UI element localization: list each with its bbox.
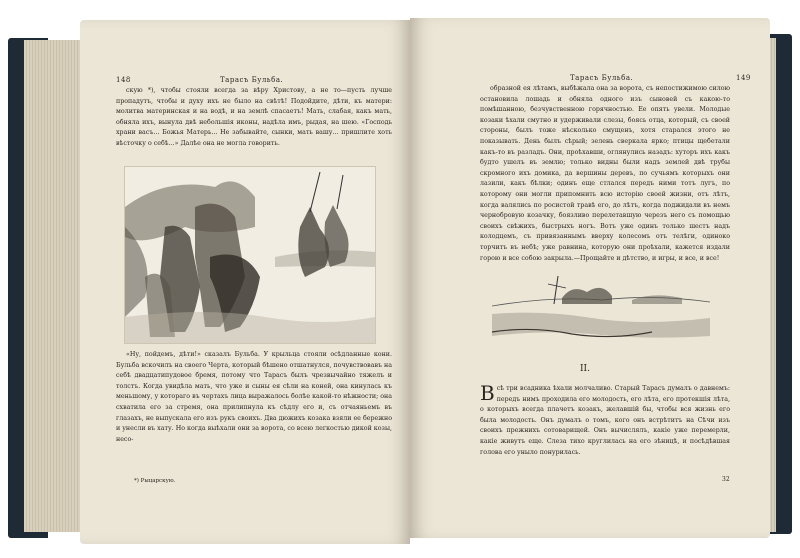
left-running-head: Тарасъ Бульба. xyxy=(220,76,284,84)
signature-mark: 32 xyxy=(722,476,730,483)
right-bottom-text: сѣ три всадника ѣхали молчаливо. Старый Тарасъ думалъ о давнемъ: передъ нимъ проходила его молодость, его лѣта, его протекшія лѣта, о которыхъ всегда плачетъ козакъ, желавшій бы, чтобы вся жизнь его была молодость. Онъ думалъ о томъ, кого онъ встрѣтитъ на Сѣчи изъ своихъ прежнихъ сотоварищей. Онъ вычислялъ, какіе уже перемерли, какіе живутъ еще. Слеза тихо круглилась на его зѣницѣ, и посѣдѣвшая голова его уныло понурилась. xyxy=(480,385,730,456)
farewell-engraving xyxy=(125,167,375,343)
left-top-text: скую *), чтобы стояли всегда за вѣру Христову, а не то—пусть лучше пропадутъ, чтобы и духу ихъ не было на свѣтѣ! Подойдите, дѣти, къ матери: молитва материнская и на водѣ, и на землѣ спасаетъ! Мать, слабая, какъ мать, обняла ихъ, вынула двѣ небольшія иконы, надѣла имъ, рыдая, на шею. «Господь храни васъ... Божья Матерь... Не забывайте, сынки, мать вашу... пришлите хоть вѣсточку о себѣ...» Далѣе она не могла говорить. xyxy=(116,87,392,147)
right-page xyxy=(410,18,770,538)
right-running-head: Тарасъ Бульба. xyxy=(570,74,634,82)
left-page-number: 148 xyxy=(116,76,131,84)
right-bottom-paragraph xyxy=(480,384,730,480)
chapter-number: II. xyxy=(580,364,590,374)
landscape-vignette xyxy=(492,274,710,342)
drop-cap: В xyxy=(480,384,495,405)
left-bottom-text: «Ну, пойдемъ, дѣти!» сказалъ Бульба. У крыльца стояли осѣдланные кони. Бульба вскочилъ на своего Черта, который бѣшено отшатнулся, почувствовавъ на себѣ двадцатипудовое бремя, потому что Тарасъ былъ чрезвычайно тяжелъ и толстъ. Когда увидѣла мать, что уже и сыны ея сѣли на коней, она кинулась къ меньшому, у котораго въ чертахъ лица выражалось болѣе какой-то нѣжности; она схватила его за стремя, она прилипнула къ сѣдлу его и, съ отчаяньемъ въ глазахъ, не выпускала его изъ рукъ своихъ. Два дюжихъ козака взяли ее бережно и унесли въ хату. Но когда выѣхали они за ворота, со всею легкостью дикой козы, несо- xyxy=(116,351,392,443)
right-top-text: образной ея лѣтамъ, выбѣжала она за ворота, съ непостижимою силою остановила лошадь и обняла одного изъ сыновей съ какою-то помѣшанною, безчувственною горячностью. Ее опять увели. Молодые козаки ѣхали смутно и удерживали слезы, боясь отца, который, съ своей стороны, былъ тоже нѣсколько смущенъ, хотя старался этого не показывать. День былъ сѣрый; зелень сверкала ярко; птицы щебетали какъ-то въ разладъ. Они, проѣхавши, оглянулись назадъ: хуторъ ихъ какъ будто ушелъ въ землю; только видны были надъ землей двѣ трубы скромного ихъ домика, да вершины деревъ, по сучьямъ которыхъ они лазили, какъ бѣлки; одинъ еще стлался передъ ними тотъ лугъ, по которому они могли припомнить всю исторію своей жизни, отъ лѣтъ, когда валялись по росистой травѣ его, до лѣтъ, когда поджидали въ немъ чернобровую козачку, боязливо перелетавшую черезъ него съ помощью своихъ свѣжихъ, быстрыхъ ногъ. Вотъ уже одинъ только шестъ надъ колодцемъ, съ привязаннымъ вверху колесомъ отъ телѣги, одиноко торчитъ въ небѣ; уже равнина, которую они проѣхали, кажется издали горою и все собою закрыла.—Прощайте и дѣтство, и игры, и все, и все! xyxy=(480,85,730,262)
left-bottom-paragraph xyxy=(116,350,392,480)
left-top-paragraph xyxy=(116,86,392,162)
left-footnote: *) Рыцарскую. xyxy=(134,478,176,484)
right-top-paragraph xyxy=(480,84,730,280)
illustration-mother-farewell xyxy=(124,166,376,344)
illustration-landscape xyxy=(492,274,710,342)
left-page xyxy=(80,20,410,544)
right-page-number: 149 xyxy=(736,74,751,82)
open-book xyxy=(8,12,792,548)
